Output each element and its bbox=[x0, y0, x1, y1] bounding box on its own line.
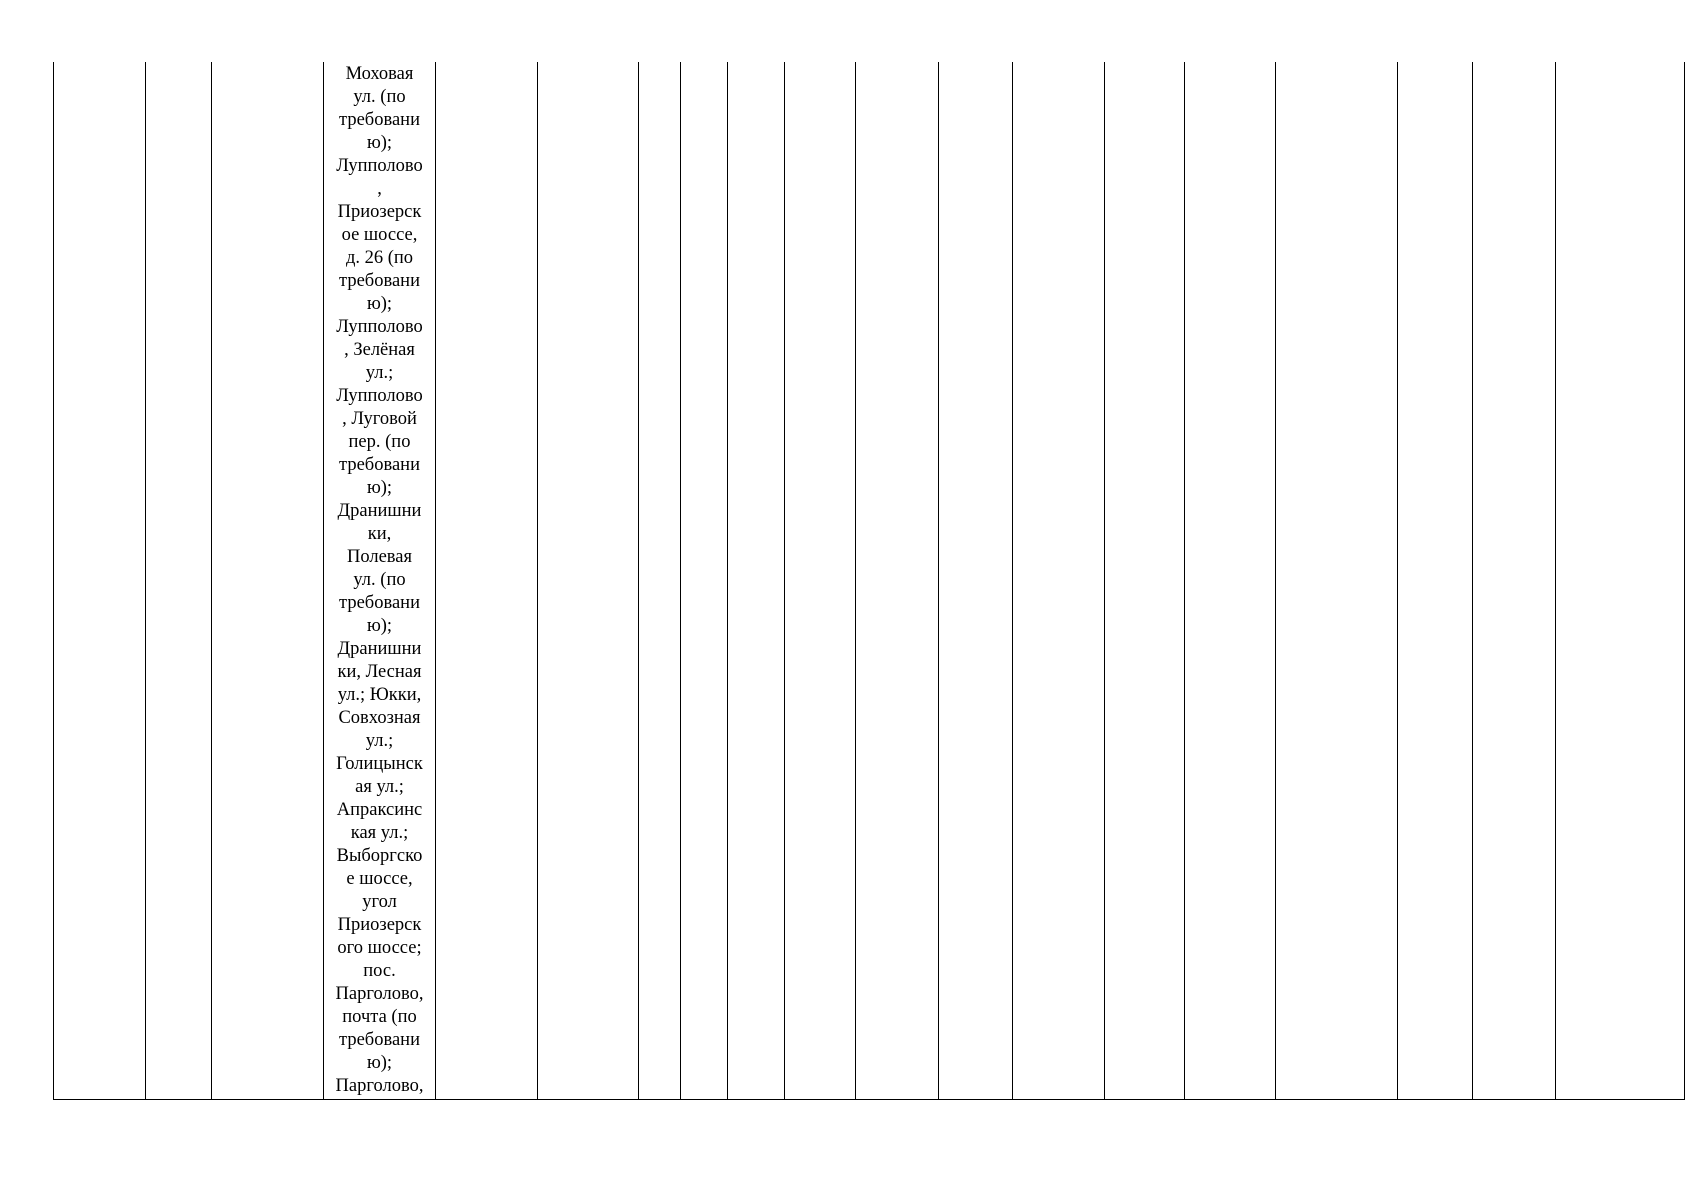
table-column-11 bbox=[855, 62, 938, 1100]
table-bottom-border bbox=[53, 1099, 1685, 1100]
table-column-8 bbox=[680, 62, 727, 1100]
table bbox=[53, 62, 1685, 1100]
table-column-15 bbox=[1184, 62, 1275, 1100]
table-column-2 bbox=[145, 62, 211, 1100]
table-column-18 bbox=[1472, 62, 1555, 1100]
table-column-17 bbox=[1397, 62, 1472, 1100]
table-column-19 bbox=[1555, 62, 1685, 1100]
address-cell-text: Моховая ул. (по требовани ю); Лупполово , Приозерск ое шоссе, д. 26 (по требовани ю); Лупполово , Зелёная ул.; Лупполово , Луговой пер. (по требовани ю); Дранишни ки, Полевая ул. (по требовани ю); Дранишни ки, Лесная ул.; Юкки, Совхозная ул.; Голицынск ая ул.; Апраксинс кая ул.; Выборгско е шоссе, угол Приозерск ого шоссе; пос. Парголово, почта (по требовани ю); Парголово, bbox=[335, 64, 424, 1096]
table-column-12 bbox=[938, 62, 1012, 1100]
table-column-5 bbox=[435, 62, 537, 1100]
table-column-13 bbox=[1012, 62, 1104, 1100]
table-column-1 bbox=[53, 62, 145, 1100]
table-column-7 bbox=[638, 62, 680, 1100]
table-column-6 bbox=[537, 62, 638, 1100]
table-column-10 bbox=[784, 62, 855, 1100]
table-column-9 bbox=[727, 62, 784, 1100]
table-column-3 bbox=[211, 62, 323, 1100]
table-column-16 bbox=[1275, 62, 1397, 1100]
table-column-address bbox=[323, 62, 435, 1100]
table-column-14 bbox=[1104, 62, 1184, 1100]
